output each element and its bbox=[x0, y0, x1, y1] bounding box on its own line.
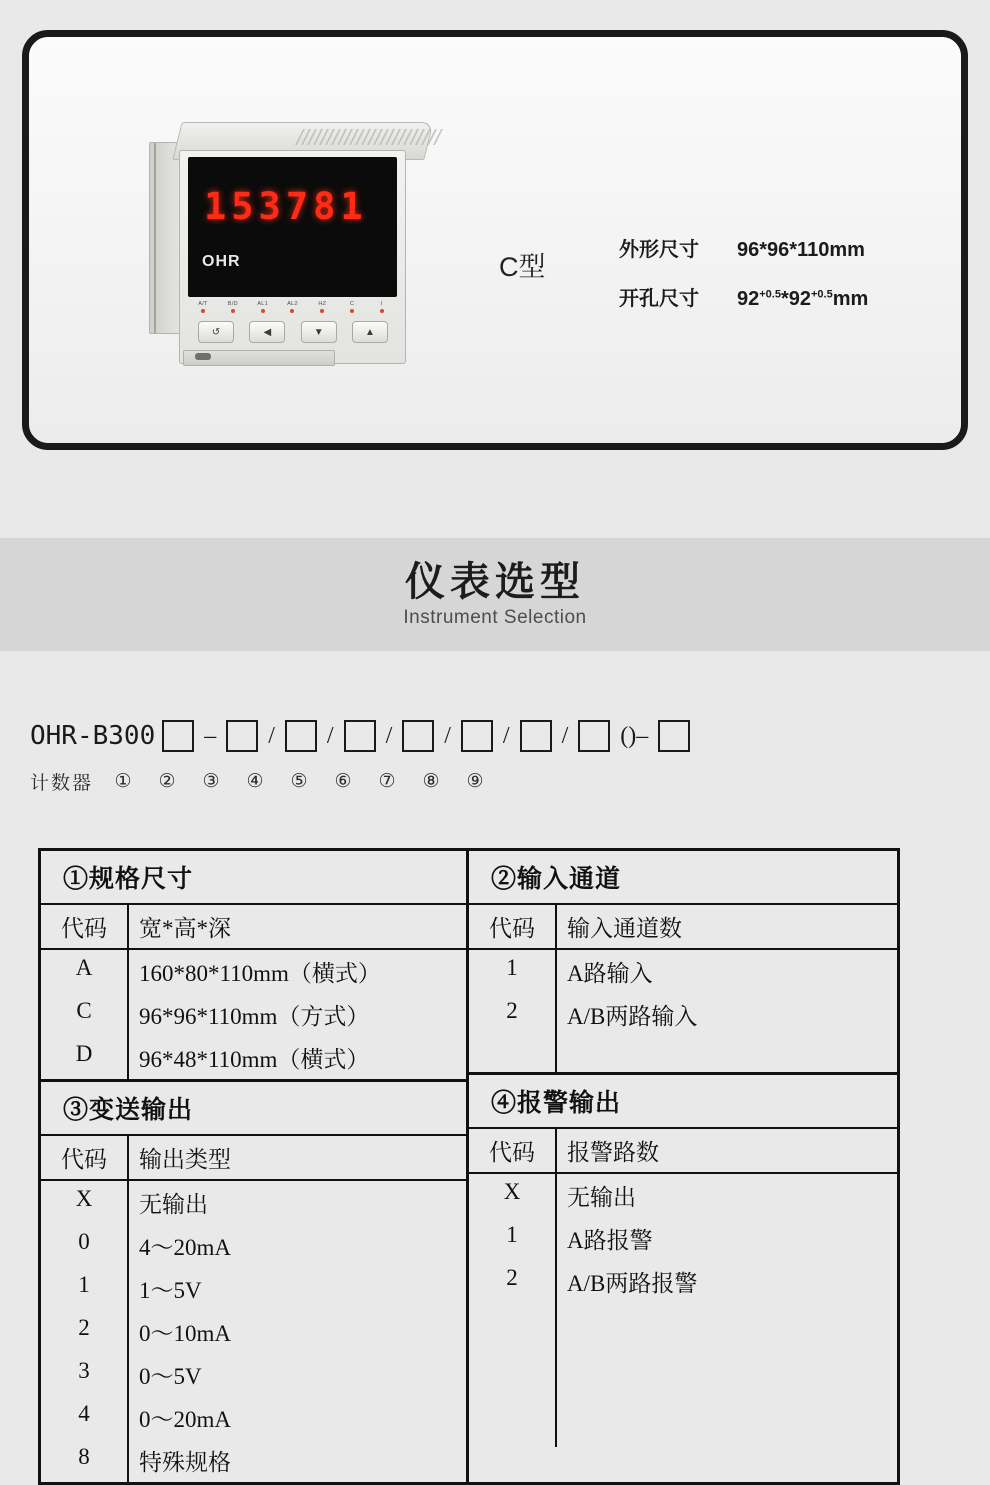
row-desc bbox=[557, 1375, 897, 1411]
spec-value bbox=[737, 288, 868, 311]
model-separator: – bbox=[204, 722, 217, 749]
row-code: A bbox=[41, 950, 129, 993]
header-code: 代码 bbox=[469, 1129, 557, 1172]
row-desc: 96*48*110mm（横式） bbox=[139, 1047, 370, 1072]
row-desc: 96*96*110mm（方式） bbox=[139, 1004, 370, 1029]
row-code: 1 bbox=[469, 1217, 557, 1260]
header-desc: 报警路数 bbox=[567, 1140, 659, 1165]
row-desc: 0～20mA bbox=[139, 1407, 231, 1432]
header-code: 代码 bbox=[41, 905, 129, 948]
led-dot-icon bbox=[261, 309, 265, 313]
table-row bbox=[469, 950, 897, 993]
model-separator: / bbox=[561, 722, 569, 749]
table-row bbox=[41, 1396, 466, 1439]
row-desc: 160*80*110mm（横式） bbox=[139, 961, 381, 986]
led-indicator bbox=[339, 301, 365, 313]
spec-value-unit: mm bbox=[832, 288, 869, 310]
table-row bbox=[41, 1224, 466, 1267]
row-code: 8 bbox=[41, 1439, 129, 1482]
led-indicator bbox=[250, 301, 276, 313]
row-desc: 4～20mA bbox=[139, 1235, 231, 1260]
led-dot-icon bbox=[320, 309, 324, 313]
row-code: 4 bbox=[41, 1396, 129, 1439]
model-index-5: ⑤ bbox=[290, 771, 308, 792]
led-dot-icon bbox=[350, 309, 354, 313]
row-code bbox=[469, 1411, 557, 1447]
device-type-label: C型 bbox=[499, 252, 546, 282]
header-code: 代码 bbox=[41, 1136, 129, 1179]
model-index-7: ⑦ bbox=[378, 771, 396, 792]
group-title: ④报警输出 bbox=[469, 1075, 897, 1129]
table-row-empty bbox=[469, 1339, 897, 1375]
row-code: 2 bbox=[469, 1260, 557, 1303]
table-row bbox=[41, 1310, 466, 1353]
row-desc: 0～10mA bbox=[139, 1321, 231, 1346]
row-code: 1 bbox=[469, 950, 557, 993]
section-title-cn: 仪表选型 bbox=[405, 560, 585, 604]
model-index-6: ⑥ bbox=[334, 771, 352, 792]
model-slot-9[interactable] bbox=[658, 720, 690, 752]
device-brand-logo: OHR bbox=[202, 253, 241, 270]
spec-value-part: *92 bbox=[780, 288, 811, 310]
led-dot-icon bbox=[231, 309, 235, 313]
led-label: AL1 bbox=[257, 301, 268, 307]
table-row bbox=[469, 993, 897, 1036]
device-digits: 153781 bbox=[204, 185, 368, 228]
led-dot-icon bbox=[380, 309, 384, 313]
table-row-empty bbox=[469, 1036, 897, 1072]
model-separator: / bbox=[502, 722, 510, 749]
table-row bbox=[469, 1260, 897, 1303]
row-desc: 0～5V bbox=[139, 1364, 202, 1389]
header-desc: 输入通道数 bbox=[567, 916, 682, 941]
group-title: ②输入通道 bbox=[469, 851, 897, 905]
model-separator: / bbox=[444, 722, 451, 749]
header-desc: 输出类型 bbox=[139, 1147, 231, 1172]
spec-value: 96*96*110mm bbox=[737, 239, 865, 261]
led-dot-icon bbox=[201, 309, 205, 313]
model-slot-8[interactable] bbox=[578, 720, 610, 752]
model-separator: / bbox=[268, 722, 275, 749]
led-indicator bbox=[309, 301, 335, 313]
device-screen bbox=[188, 157, 397, 297]
row-code bbox=[469, 1339, 557, 1375]
table-row bbox=[41, 1353, 466, 1396]
row-desc bbox=[557, 1036, 897, 1072]
header-desc: 宽*高*深 bbox=[139, 916, 231, 941]
led-label: B/D bbox=[227, 301, 238, 307]
led-indicator bbox=[369, 301, 395, 313]
header-code: 代码 bbox=[469, 905, 557, 948]
product-photo-inner bbox=[29, 37, 961, 443]
model-separator: / bbox=[326, 722, 334, 749]
led-label: AL2 bbox=[287, 301, 298, 307]
led-dot-icon bbox=[290, 309, 294, 313]
device-spec-list bbox=[619, 233, 868, 331]
selection-column-right bbox=[469, 851, 897, 1482]
model-prefix: OHR-B300 bbox=[30, 721, 156, 751]
device-left-button[interactable]: ◀ bbox=[249, 321, 285, 343]
model-index-row bbox=[30, 768, 497, 795]
row-code: 2 bbox=[469, 993, 557, 1036]
device-up-button[interactable]: ▲ bbox=[352, 321, 388, 343]
table-row bbox=[469, 1174, 897, 1217]
spec-value-tolerance: +0.5 bbox=[811, 288, 833, 301]
selection-group-size bbox=[41, 851, 466, 1082]
selection-column-left bbox=[41, 851, 469, 1482]
model-slot-7[interactable] bbox=[520, 720, 552, 752]
table-row bbox=[41, 1036, 466, 1079]
model-code-diagram bbox=[30, 720, 960, 810]
device-button-row bbox=[198, 321, 388, 343]
section-band bbox=[0, 538, 990, 651]
selection-group-input-channel bbox=[469, 851, 897, 1075]
spec-label: 外形尺寸 bbox=[619, 239, 699, 261]
table-row bbox=[41, 1181, 466, 1224]
device-down-button[interactable]: ▼ bbox=[301, 321, 337, 343]
row-desc: A路输入 bbox=[567, 961, 653, 986]
row-desc: 无输出 bbox=[139, 1192, 208, 1217]
section-title-en: Instrument Selection bbox=[403, 607, 587, 628]
led-indicator bbox=[190, 301, 216, 313]
row-desc bbox=[557, 1303, 897, 1339]
led-label: A/T bbox=[198, 301, 208, 307]
row-desc: 无输出 bbox=[567, 1185, 636, 1210]
model-slot-4[interactable] bbox=[344, 720, 376, 752]
device-reset-button[interactable]: ↺ bbox=[198, 321, 234, 343]
row-desc bbox=[557, 1411, 897, 1447]
device-front-panel bbox=[179, 150, 406, 364]
table-row-empty bbox=[469, 1303, 897, 1339]
spec-row-outer-dimension bbox=[619, 233, 868, 262]
led-label: HZ bbox=[318, 301, 327, 307]
led-indicator bbox=[279, 301, 305, 313]
device-vents bbox=[295, 129, 443, 145]
model-separator: ()– bbox=[620, 722, 649, 749]
row-desc: A/B两路输入 bbox=[567, 1004, 698, 1029]
table-row bbox=[41, 1267, 466, 1310]
model-index-2: ② bbox=[158, 771, 176, 792]
row-desc: 1～5V bbox=[139, 1278, 202, 1303]
spec-value-part: 92 bbox=[737, 288, 760, 310]
row-code: 0 bbox=[41, 1224, 129, 1267]
row-code: D bbox=[41, 1036, 129, 1079]
model-product-name: 计数器 bbox=[30, 773, 94, 794]
spec-label: 开孔尺寸 bbox=[619, 288, 699, 310]
model-index-4: ④ bbox=[246, 771, 264, 792]
model-separator: / bbox=[385, 722, 393, 749]
selection-group-transmit-output bbox=[41, 1082, 466, 1482]
row-code: 1 bbox=[41, 1267, 129, 1310]
model-slot-3[interactable] bbox=[285, 720, 317, 752]
row-code bbox=[469, 1036, 557, 1072]
table-row bbox=[41, 993, 466, 1036]
table-row bbox=[469, 1217, 897, 1260]
row-code: X bbox=[41, 1181, 129, 1224]
row-desc bbox=[557, 1339, 897, 1375]
led-label: C bbox=[350, 301, 355, 307]
device-led-row bbox=[190, 301, 395, 313]
row-code bbox=[469, 1375, 557, 1411]
model-slot-6[interactable] bbox=[461, 720, 493, 752]
row-code: 3 bbox=[41, 1353, 129, 1396]
table-row bbox=[41, 950, 466, 993]
model-index-8: ⑧ bbox=[422, 771, 440, 792]
group-header-row bbox=[41, 905, 466, 950]
row-desc: A/B两路报警 bbox=[567, 1271, 698, 1296]
table-row-empty bbox=[469, 1411, 897, 1447]
row-code: 2 bbox=[41, 1310, 129, 1353]
model-index-9: ⑨ bbox=[466, 771, 484, 792]
row-desc: 特殊规格 bbox=[139, 1450, 231, 1475]
group-header-row bbox=[469, 1129, 897, 1174]
row-desc: A路报警 bbox=[567, 1228, 653, 1253]
table-row-empty bbox=[469, 1375, 897, 1411]
model-index-3: ③ bbox=[202, 771, 220, 792]
selection-group-alarm-output bbox=[469, 1075, 897, 1447]
table-row bbox=[41, 1439, 466, 1482]
device-base-notch bbox=[195, 353, 211, 360]
counter-device-image bbox=[149, 122, 479, 367]
group-title: ①规格尺寸 bbox=[41, 851, 466, 905]
model-slot-2[interactable] bbox=[226, 720, 258, 752]
model-index-1: ① bbox=[114, 771, 132, 792]
row-code: X bbox=[469, 1174, 557, 1217]
row-code bbox=[469, 1303, 557, 1339]
led-label: I bbox=[381, 301, 383, 307]
group-header-row bbox=[41, 1136, 466, 1181]
led-indicator bbox=[220, 301, 246, 313]
spec-value-tolerance: +0.5 bbox=[759, 288, 781, 301]
model-code-line bbox=[30, 720, 697, 752]
group-title: ③变送输出 bbox=[41, 1082, 466, 1136]
selection-tables bbox=[38, 848, 900, 1485]
model-slot-1[interactable] bbox=[162, 720, 194, 752]
row-code: C bbox=[41, 993, 129, 1036]
product-photo-panel bbox=[22, 30, 968, 450]
spec-row-cutout-dimension bbox=[619, 282, 868, 311]
model-slot-5[interactable] bbox=[402, 720, 434, 752]
group-header-row bbox=[469, 905, 897, 950]
